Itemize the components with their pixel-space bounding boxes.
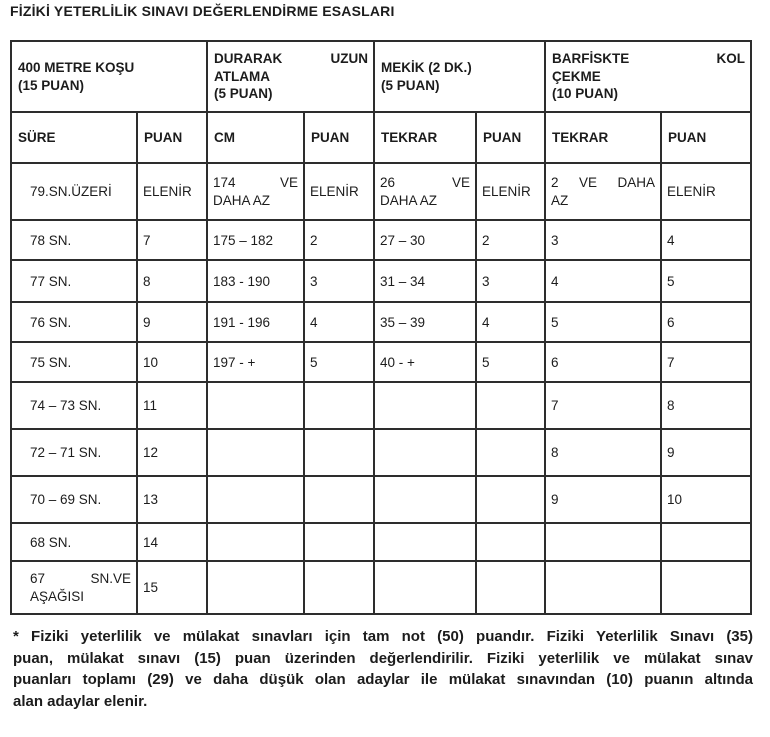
footnote-line: * Fiziki yeterlilik ve mülakat sınavları için tam not (50) puandır. Fiziki Yeterlilik Sınavı (35) [13, 628, 753, 645]
table-cell: 175 – 182 [207, 220, 304, 260]
table-row [11, 342, 751, 382]
column-group-400-metre-kosu [11, 41, 207, 112]
table-cell: 2 [304, 220, 374, 260]
table-cell [304, 429, 374, 476]
cell-line: AZ [551, 192, 569, 208]
column-group-mekik [374, 41, 545, 112]
table-cell: 27 – 30 [374, 220, 476, 260]
table-cell: 10 [137, 342, 207, 382]
subheader-tekrar-mekik: TEKRAR [374, 112, 476, 163]
table-cell: ELENİR [137, 163, 207, 220]
table-cell [207, 561, 304, 614]
table-cell: 79.SN.ÜZERİ [11, 163, 137, 220]
table-cell: 13 [137, 476, 207, 523]
table-cell: 183 - 190 [207, 260, 304, 302]
table-cell [545, 163, 661, 220]
table-cell: 2 [476, 220, 545, 260]
table-cell: 8 [137, 260, 207, 302]
table-cell: 40 - + [374, 342, 476, 382]
cell-line: 2 VE DAHA [551, 175, 655, 190]
table-cell [304, 523, 374, 561]
evaluation-table [10, 40, 752, 615]
subheader-puan-barfiks: PUAN [661, 112, 751, 163]
table-row [11, 302, 751, 342]
table-row [11, 260, 751, 302]
table-row [11, 163, 751, 220]
table-cell: 9 [545, 476, 661, 523]
table-cell [374, 476, 476, 523]
table-row [11, 523, 751, 561]
table-cell [207, 476, 304, 523]
table-cell: 9 [661, 429, 751, 476]
cell-line: (5 PUAN) [214, 86, 273, 102]
table-cell: 5 [304, 342, 374, 382]
table-row [11, 220, 751, 260]
table-cell: 11 [137, 382, 207, 429]
table-cell: 5 [661, 260, 751, 302]
column-group-durarak-uzun-atlama [207, 41, 374, 112]
table-cell [374, 163, 476, 220]
table-cell: 191 - 196 [207, 302, 304, 342]
table-cell: 68 SN. [11, 523, 137, 561]
cell-line: (5 PUAN) [381, 77, 440, 93]
table-row [11, 429, 751, 476]
table-cell: 5 [545, 302, 661, 342]
table-row [11, 476, 751, 523]
footnote [13, 626, 753, 712]
table-cell: 9 [137, 302, 207, 342]
table-cell [476, 523, 545, 561]
table-cell: 4 [304, 302, 374, 342]
subheader-puan-kosu: PUAN [137, 112, 207, 163]
table-cell [374, 429, 476, 476]
table-cell [304, 561, 374, 614]
table-cell: 4 [476, 302, 545, 342]
subheader-sure: SÜRE [11, 112, 137, 163]
table-cell: 6 [661, 302, 751, 342]
table-cell [11, 561, 137, 614]
table-cell: 75 SN. [11, 342, 137, 382]
cell-line: DAHA AZ [380, 192, 438, 208]
cell-line: 400 METRE KOŞU [18, 60, 135, 75]
cell-line: BARFİSKTE KOL [552, 51, 745, 67]
page-title: FİZİKİ YETERLİLİK SINAVI DEĞERLENDİRME ESASLARI [10, 3, 395, 19]
table-cell [374, 523, 476, 561]
table-cell: 7 [137, 220, 207, 260]
cell-line: DURARAK UZUN [214, 51, 368, 67]
column-group-barfiskte-kol-cekme [545, 41, 751, 112]
table-cell: 197 - + [207, 342, 304, 382]
cell-line: 26 VE [380, 175, 470, 190]
table-cell [304, 382, 374, 429]
table-cell [207, 429, 304, 476]
subheader-puan-mekik: PUAN [476, 112, 545, 163]
table-cell [545, 523, 661, 561]
table-cell: 4 [661, 220, 751, 260]
table-cell: 8 [661, 382, 751, 429]
table-cell [476, 561, 545, 614]
cell-line: (10 PUAN) [552, 86, 619, 102]
table-cell: ELENİR [476, 163, 545, 220]
table-cell: 70 – 69 SN. [11, 476, 137, 523]
subheader-tekrar-barfiks: TEKRAR [545, 112, 661, 163]
cell-line: ATLAMA [214, 68, 270, 84]
table-cell [304, 476, 374, 523]
table-cell [207, 163, 304, 220]
subheader-puan-atlama: PUAN [304, 112, 374, 163]
table-cell: 6 [545, 342, 661, 382]
cell-line: 67 SN.VE [30, 571, 131, 586]
footnote-line: puanları toplamı (29) ve daha düşük olan adaylar ile mülakat sınavından (10) puanın altında [13, 671, 753, 688]
cell-line: ÇEKME [552, 68, 601, 84]
table-cell: 35 – 39 [374, 302, 476, 342]
table-cell [545, 561, 661, 614]
table-cell: ELENİR [661, 163, 751, 220]
cell-line: MEKİK (2 DK.) [381, 60, 472, 75]
table-cell: 78 SN. [11, 220, 137, 260]
cell-line: DAHA AZ [213, 192, 271, 208]
table-cell: 7 [545, 382, 661, 429]
table-cell [374, 382, 476, 429]
table-cell: 3 [545, 220, 661, 260]
table-cell: 10 [661, 476, 751, 523]
table-cell: 76 SN. [11, 302, 137, 342]
table-cell [374, 561, 476, 614]
table-body [11, 163, 751, 614]
footnote-line: puan, mülakat sınavı (15) puan üzerinden değerlendirilir. Fiziki yeterlilik ve mülakat sınav [13, 649, 753, 667]
table-cell: ELENİR [304, 163, 374, 220]
table-cell: 77 SN. [11, 260, 137, 302]
table-cell [661, 523, 751, 561]
table-cell [207, 523, 304, 561]
cell-line: (15 PUAN) [18, 77, 85, 93]
table-cell: 31 – 34 [374, 260, 476, 302]
table-cell: 72 – 71 SN. [11, 429, 137, 476]
table-cell: 3 [304, 260, 374, 302]
table-cell: 4 [545, 260, 661, 302]
table-subheader-row [11, 112, 751, 163]
subheader-cm: CM [207, 112, 304, 163]
table-cell: 7 [661, 342, 751, 382]
table-cell [476, 429, 545, 476]
footnote-line: alan adaylar elenir. [13, 692, 148, 710]
table-cell [476, 382, 545, 429]
table-cell: 12 [137, 429, 207, 476]
table-row [11, 382, 751, 429]
table-cell: 8 [545, 429, 661, 476]
table-cell: 74 – 73 SN. [11, 382, 137, 429]
table-cell: 5 [476, 342, 545, 382]
cell-line: 174 VE [213, 175, 298, 190]
cell-line: AŞAĞISI [30, 588, 85, 604]
table-cell: 3 [476, 260, 545, 302]
table-cell: 14 [137, 523, 207, 561]
table-cell [207, 382, 304, 429]
table-group-header-row [11, 41, 751, 112]
table-row [11, 561, 751, 614]
table-cell [476, 476, 545, 523]
table-cell [661, 561, 751, 614]
table-cell: 15 [137, 561, 207, 614]
